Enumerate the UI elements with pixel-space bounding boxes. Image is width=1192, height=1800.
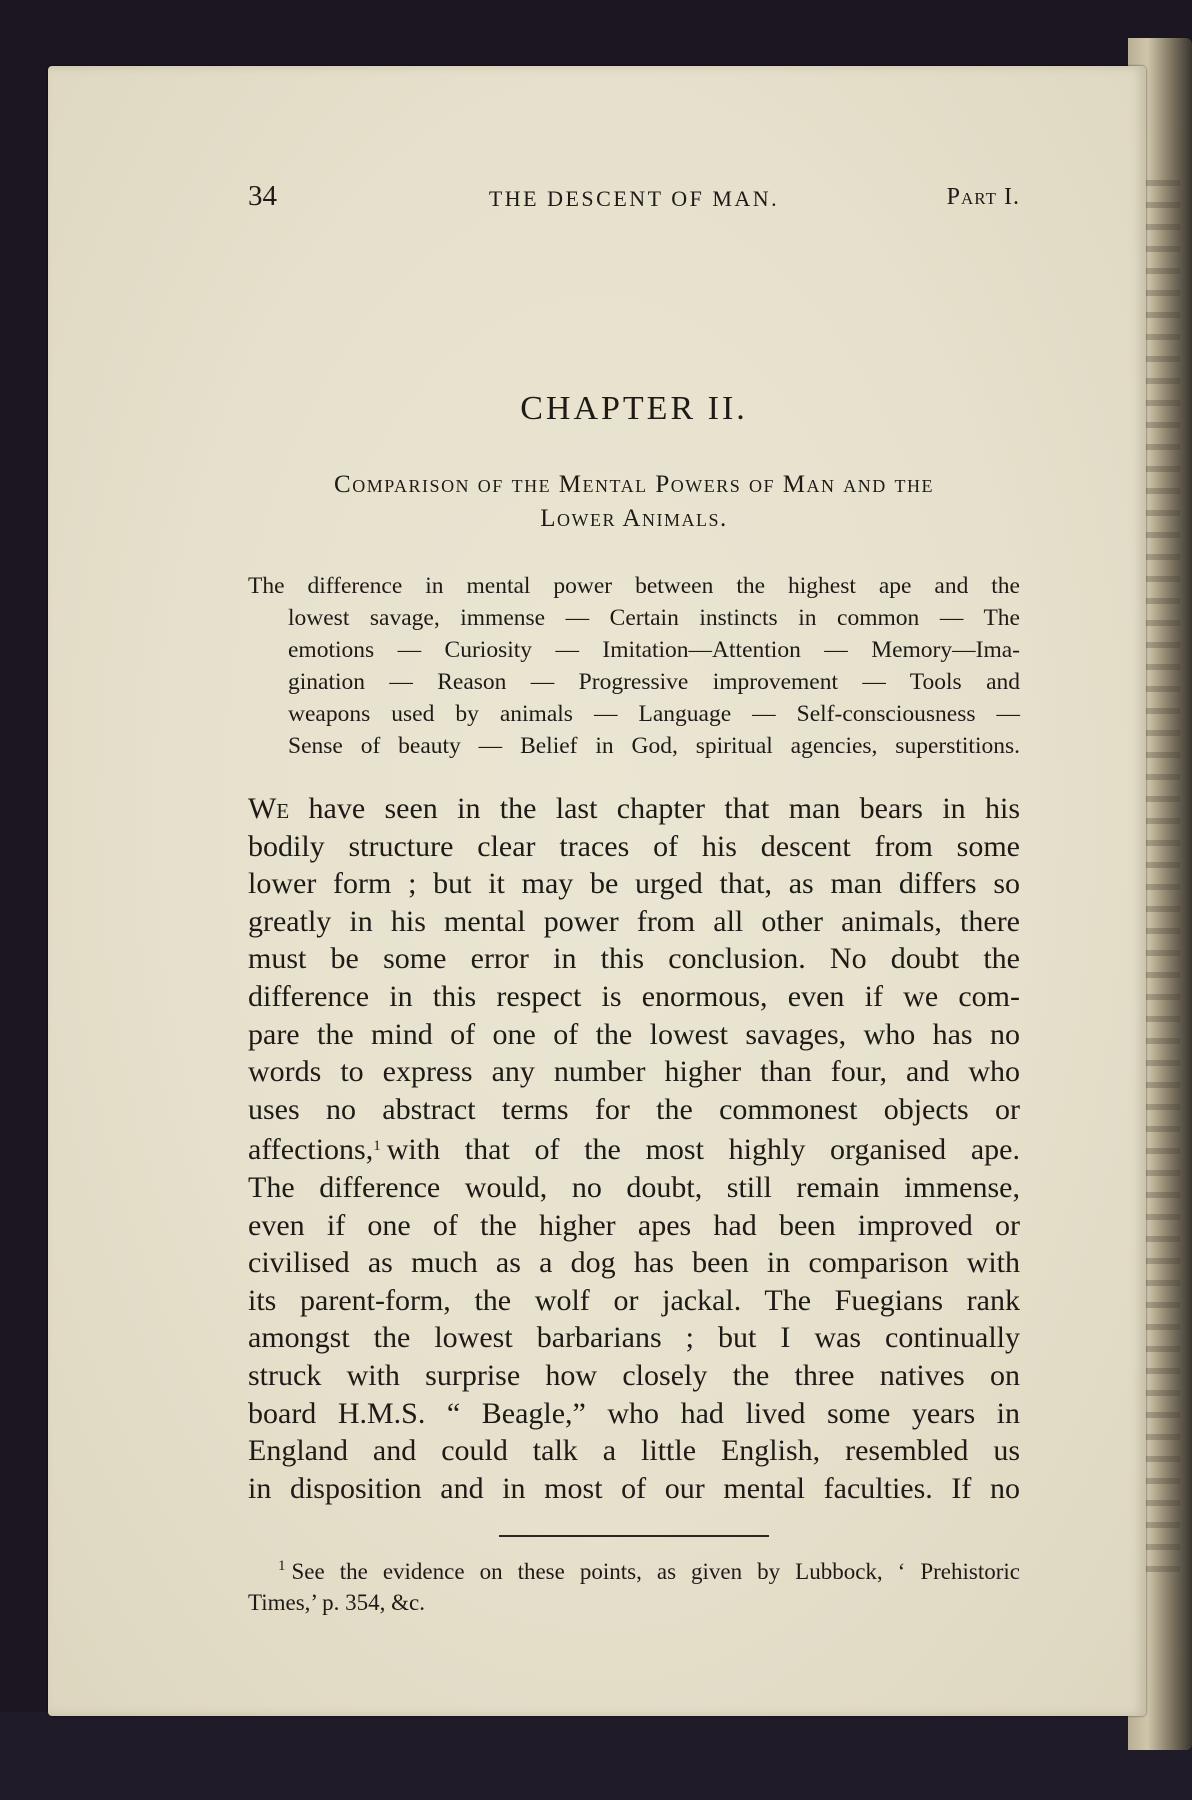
body-line: uses no abstract terms for the commonest objects or (248, 1092, 1020, 1126)
body-line: England and could talk a little English, resembled us (248, 1434, 1020, 1468)
running-head (248, 180, 1020, 220)
body-line: lower form ; but it may be urged that, as man differs so (248, 867, 1020, 901)
opening-word: We (248, 792, 290, 825)
footnote-text: See the evidence on these points, as given by Lubbock, ‘ Prehistoric (291, 1559, 1020, 1585)
body-line: struck with surprise how closely the three natives on (248, 1358, 1020, 1392)
body-line: The difference would, no doubt, still remain immense, (248, 1170, 1020, 1204)
footnote-line: Times,’ p. 354, &c. (248, 1590, 425, 1616)
body-line (248, 1128, 1020, 1169)
summary-line: gination — Reason — Progressive improvement — Tools and (288, 669, 1020, 695)
body-line: difference in this respect is enormous, even if we com- (248, 979, 1020, 1013)
summary-line: Sense of beauty — Belief in God, spiritual agencies, superstitions. (288, 733, 1020, 759)
footnote-marker: 1 (278, 1558, 286, 1575)
chapter-subtitle (288, 468, 980, 536)
body-line: its parent-form, the wolf or jackal. The Fuegians rank (248, 1283, 1020, 1317)
body-line: greatly in his mental power from all other animals, there (248, 904, 1020, 938)
footnote-reference: 1 (373, 1138, 381, 1155)
chapter-subtitle-line: Comparison of the Mental Powers of Man and the (334, 471, 934, 498)
footnote (248, 1551, 1020, 1618)
footnote-divider (499, 1535, 769, 1537)
body-line: in disposition and in most of our mental faculties. If no (248, 1471, 1020, 1505)
footnote-line (248, 1551, 1020, 1587)
body-line: pare the mind of one of the lowest savages, who has no (248, 1017, 1020, 1051)
chapter-title: CHAPTER II. (520, 390, 748, 427)
summary-line: The difference in mental power between the highest ape and the (248, 573, 1020, 599)
page-number: 34 (248, 180, 277, 212)
body-line-text: have seen in the last chapter that man bears in his (308, 792, 1020, 825)
body-line: even if one of the higher apes had been improved or (248, 1208, 1020, 1242)
running-head-part: Part I. (946, 184, 1020, 210)
body-line: amongst the lowest barbarians ; but I was continually (248, 1321, 1020, 1355)
page-content (248, 180, 1020, 1618)
chapter-summary (248, 570, 1020, 762)
body-word: affections, (248, 1133, 374, 1167)
body-line (248, 790, 1020, 828)
body-paragraph (248, 790, 1020, 1507)
chapter-subtitle-line: Lower Animals. (540, 505, 728, 532)
summary-line: lowest savage, immense — Certain instincts in common — The (288, 605, 1020, 631)
page-edge-texture (1140, 180, 1180, 1580)
body-line: bodily structure clear traces of his descent from some (248, 829, 1020, 863)
running-head-title: THE DESCENT OF MAN. (488, 186, 780, 211)
summary-line: weapons used by animals — Language — Self-consciousness — (288, 701, 1020, 727)
body-line-text: with that of the most highly organised ape. (386, 1133, 1020, 1167)
body-line: board H.M.S. “ Beagle,” who had lived some years in (248, 1396, 1020, 1430)
summary-line: emotions — Curiosity — Imitation—Attention — Memory—Ima- (288, 637, 1020, 663)
body-line: must be some error in this conclusion. No doubt the (248, 942, 1020, 976)
book-binding (0, 1712, 1192, 1800)
body-line: words to express any number higher than four, and who (248, 1055, 1020, 1089)
body-line: civilised as much as a dog has been in comparison with (248, 1246, 1020, 1280)
